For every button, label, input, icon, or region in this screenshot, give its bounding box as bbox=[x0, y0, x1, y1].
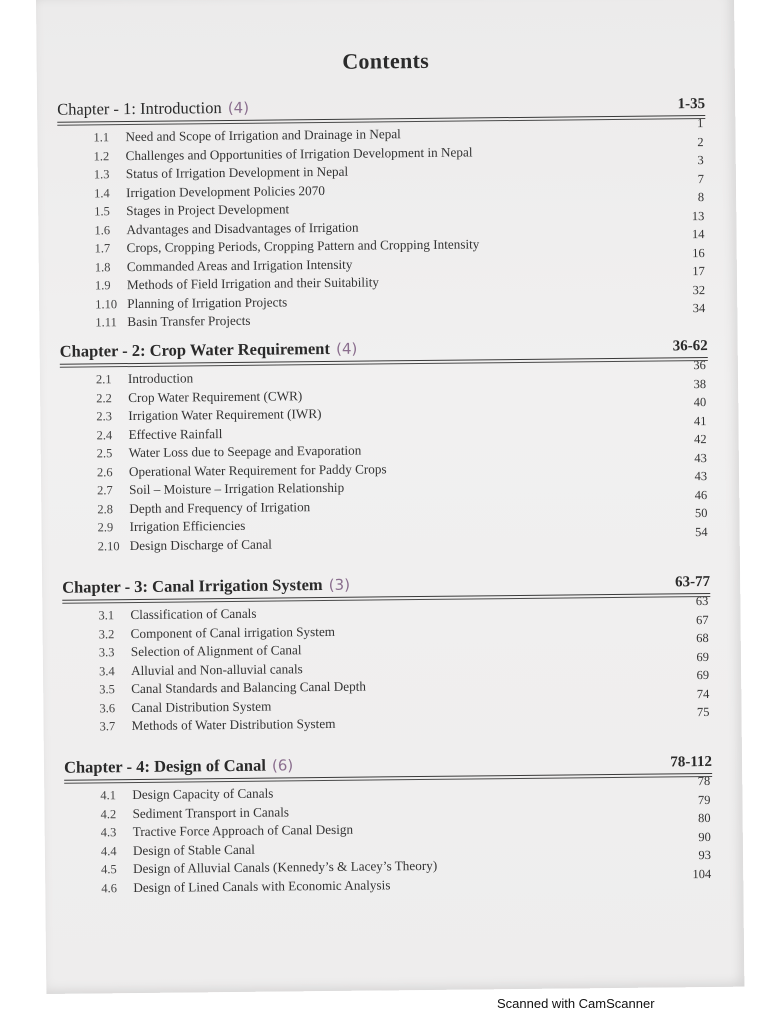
toc-row: 2.1 Introduction 36 bbox=[95, 358, 706, 387]
section-list bbox=[57, 116, 707, 333]
handwritten-note: (4) bbox=[227, 98, 250, 117]
toc-row: 1.4 Irrigation Development Policies 2070 7 bbox=[93, 171, 704, 200]
chapter-page-range: 1-35 bbox=[677, 95, 706, 113]
toc-row: 2.5 Water Loss due to Seepage and Evaporation 42 bbox=[96, 432, 707, 461]
chapter-title: Chapter - 2: Crop Water Requirement bbox=[59, 338, 331, 361]
toc-row: 2.10 Design Discharge of Canal 54 bbox=[97, 524, 708, 553]
document-page bbox=[36, 0, 744, 994]
toc-row: 1.3 Status of Irrigation Development in Nepal 3 bbox=[93, 153, 704, 182]
chapter-1 bbox=[57, 93, 707, 333]
toc-row: 2.3 Irrigation Water Requirement (IWR) 40 bbox=[96, 395, 707, 424]
toc-row: 3.6 Canal Distribution System 74 bbox=[99, 686, 710, 715]
toc-row: 2.6 Operational Water Requirement for Paddy Crops 43 bbox=[96, 450, 707, 479]
toc-row: 1.9 Methods of Field Irrigation and their Suitability 17 bbox=[94, 264, 705, 293]
toc-row: 2.9 Irrigation Efficiencies 50 bbox=[97, 505, 708, 535]
chapter-title: Chapter - 1: Introduction bbox=[57, 98, 222, 119]
toc-row: 2.8 Depth and Frequency of Irrigation 46 bbox=[97, 487, 708, 516]
section-list bbox=[64, 773, 713, 899]
page-title: Contents bbox=[342, 47, 430, 74]
toc-row: 4.5 Design of Alluvial Canals (Kennedy’s & Lacey’s Theory) 93 bbox=[101, 847, 712, 877]
section-list bbox=[60, 358, 710, 557]
chapter-title: Chapter - 4: Design of Canal bbox=[63, 755, 266, 777]
handwritten-note: (6) bbox=[271, 756, 294, 775]
toc-row: 4.4 Design of Stable Canal 90 bbox=[100, 829, 711, 858]
handwritten-note: (4) bbox=[335, 339, 358, 358]
toc-row: 4.3 Tractive Force Approach of Canal Design 80 bbox=[100, 810, 711, 840]
handwritten-note: (3) bbox=[328, 575, 351, 594]
chapter-4 bbox=[64, 751, 713, 899]
chapter-2 bbox=[60, 335, 710, 557]
chapter-page-range: 78-112 bbox=[670, 753, 713, 771]
chapter-page-range: 36-62 bbox=[672, 337, 708, 355]
toc-row: 2.4 Effective Rainfall 41 bbox=[96, 413, 707, 442]
toc-row: 1.10 Planning of Irrigation Projects 32 bbox=[95, 282, 706, 311]
chapter-title: Chapter - 3: Canal Irrigation System bbox=[62, 575, 323, 597]
toc-row: 3.5 Canal Standards and Balancing Canal Depth 69 bbox=[99, 667, 710, 697]
toc-row: 3.3 Selection of Alignment of Canal 68 bbox=[98, 630, 709, 660]
chapter-3 bbox=[62, 571, 712, 737]
toc-row: 1.2 Challenges and Opportunities of Irrigation Development in Nepal 2 bbox=[93, 134, 704, 163]
toc-row: 2.2 Crop Water Requirement (CWR) 38 bbox=[96, 376, 707, 405]
toc-row: 3.1 Classification of Canals 63 bbox=[98, 593, 709, 623]
toc-row: 4.2 Sediment Transport in Canals 79 bbox=[100, 792, 711, 821]
toc-row: 1.1 Need and Scope of Irrigation and Drainage in Nepal 1 bbox=[93, 116, 704, 145]
toc-row: 1.6 Advantages and Disadvantages of Irrigation 13 bbox=[94, 208, 705, 237]
scanner-watermark: Scanned with CamScanner bbox=[497, 996, 655, 1011]
chapter-page-range: 63-77 bbox=[675, 573, 711, 591]
toc-row: 1.5 Stages in Project Development 8 bbox=[94, 190, 705, 219]
toc-row: 1.8 Commanded Areas and Irrigation Intensity 16 bbox=[94, 245, 705, 274]
toc-row: 4.1 Design Capacity of Canals 78 bbox=[100, 773, 711, 803]
toc-row: 3.2 Component of Canal irrigation System 67 bbox=[98, 612, 709, 641]
toc-row: 2.7 Soil – Moisture – Irrigation Relationship 43 bbox=[97, 468, 708, 498]
section-list bbox=[62, 593, 711, 737]
toc-row: 3.7 Methods of Water Distribution System 75 bbox=[99, 704, 710, 734]
toc-row: 1.11 Basin Transfer Projects 34 bbox=[95, 301, 706, 330]
toc-row: 1.7 Crops, Cropping Periods, Cropping Pattern and Cropping Intensity 14 bbox=[94, 227, 705, 256]
toc-row: 4.6 Design of Lined Canals with Economic Analysis 104 bbox=[101, 866, 712, 895]
toc-row: 3.4 Alluvial and Non-alluvial canals 69 bbox=[98, 649, 709, 678]
